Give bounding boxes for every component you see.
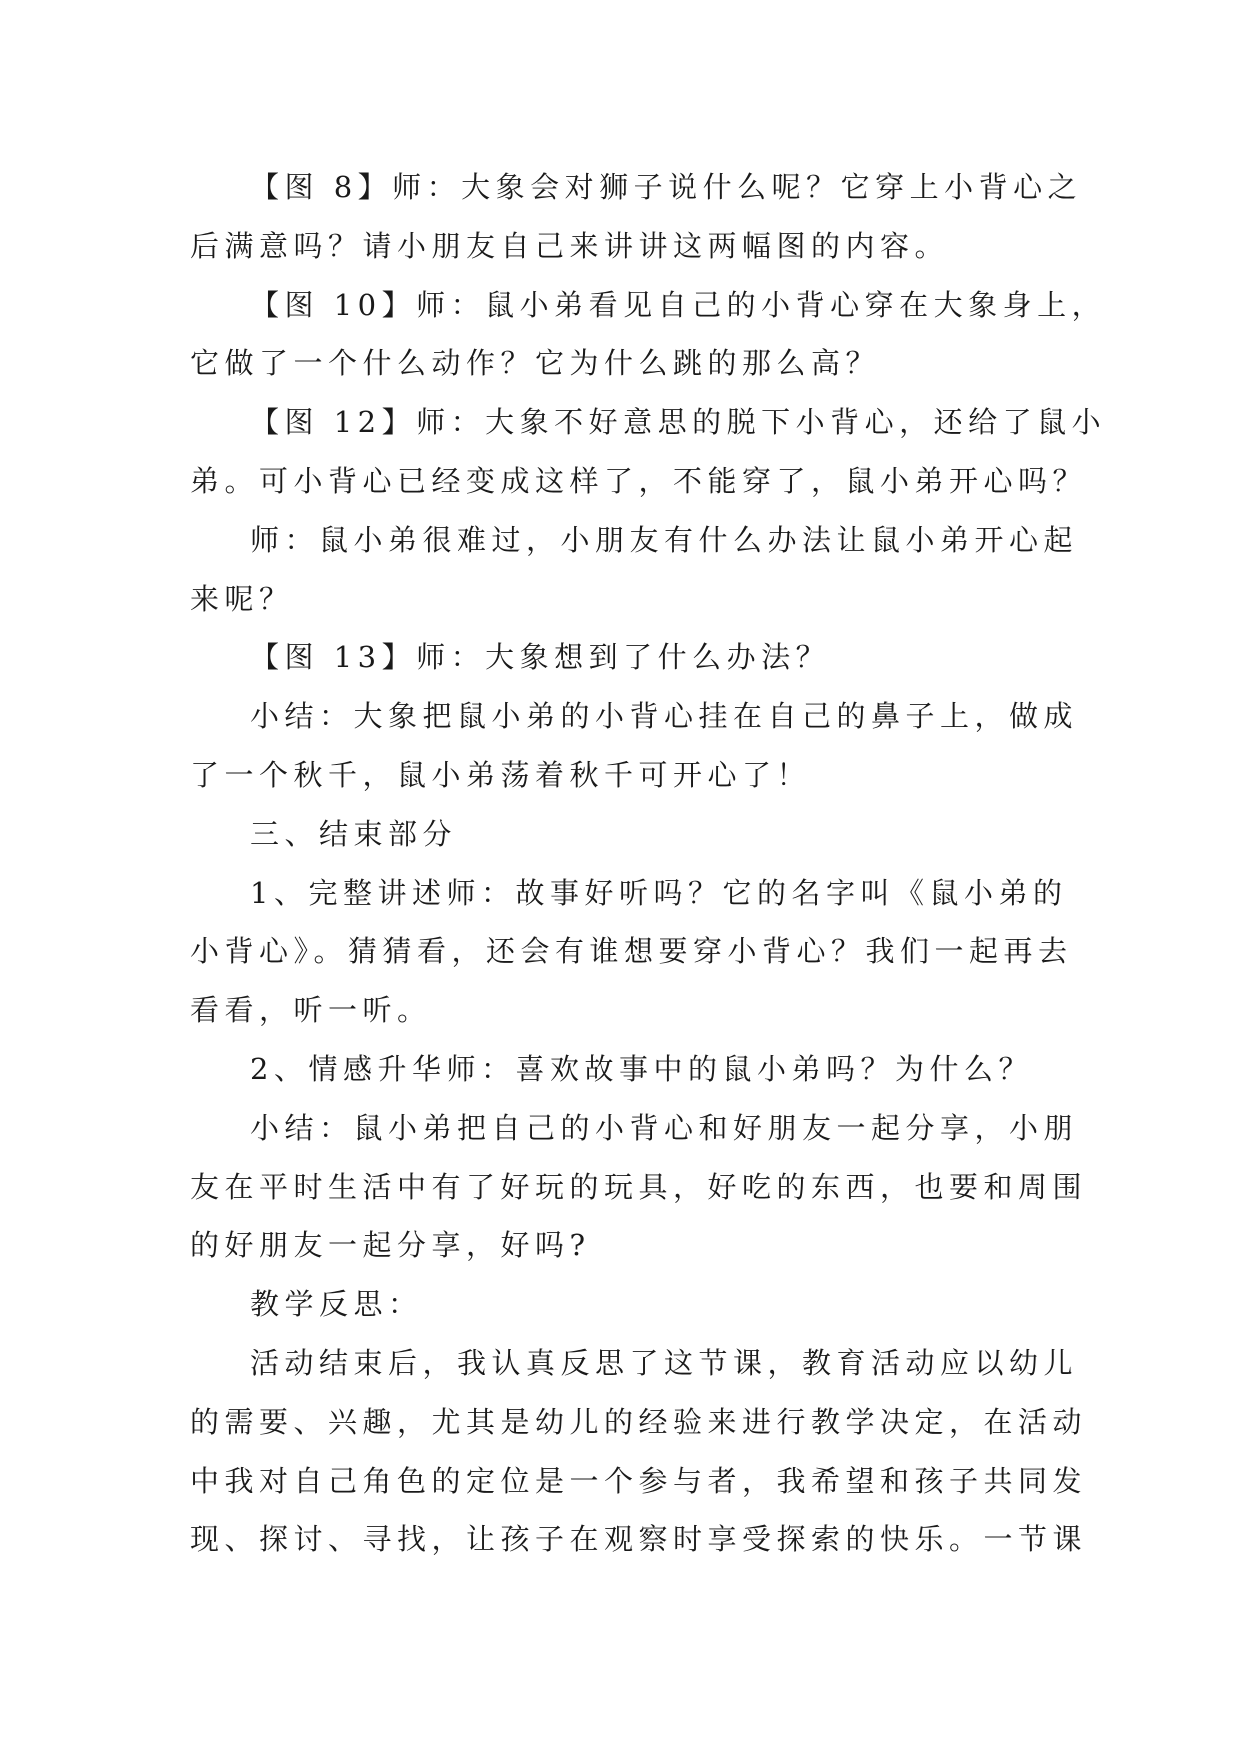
document-body — [190, 158, 1107, 1569]
text-line: 看看，听一听。 — [190, 993, 432, 1028]
text-line: 三、结束部分 — [250, 816, 458, 851]
text-line: 小结：大象把鼠小弟的小背心挂在自己的鼻子上，做成 — [250, 699, 1079, 734]
paragraph — [190, 628, 1060, 687]
text-line: 的需要、兴趣，尤其是幼儿的经验来进行教学决定，在活动 — [190, 1404, 1088, 1439]
paragraph — [190, 687, 1079, 805]
text-line: 它做了一个什么动作？它为什么跳的那么高？ — [190, 346, 881, 381]
text-line: 2、情感升华师：喜欢故事中的鼠小弟吗？为什么？ — [250, 1051, 1033, 1086]
text-line: 后满意吗？请小朋友自己来讲讲这两幅图的内容。 — [190, 228, 950, 263]
text-line: 【图 10】师：鼠小弟看见自己的小背心穿在大象身上， — [250, 287, 1107, 322]
text-line: 的好朋友一起分享，好吗? — [190, 1228, 591, 1263]
paragraph — [190, 1275, 1060, 1334]
text-line: 1、完整讲述师：故事好听吗？它的名字叫《鼠小弟的 — [250, 875, 1068, 910]
paragraph — [190, 393, 1107, 511]
paragraph — [190, 1099, 1088, 1275]
text-line: 友在平时生活中有了好玩的玩具，好吃的东西，也要和周围 — [190, 1169, 1088, 1204]
text-line: 弟。可小背心已经变成这样了，不能穿了，鼠小弟开心吗？ — [190, 463, 1088, 498]
text-line: 【图 13】师：大象想到了什么办法？ — [250, 640, 831, 675]
paragraph — [190, 805, 1060, 864]
text-line: 【图 8】师：大象会对狮子说什么呢？它穿上小背心之 — [250, 170, 1083, 204]
text-line: 活动结束后，我认真反思了这节课，教育活动应以幼儿 — [250, 1345, 1079, 1380]
paragraph — [190, 864, 1073, 1040]
text-line: 教学反思： — [250, 1287, 423, 1322]
text-line: 来呢？ — [190, 581, 294, 616]
paragraph — [190, 1334, 1088, 1569]
text-line: 现、探讨、寻找，让孩子在观察时享受探索的快乐。一节课 — [190, 1522, 1088, 1557]
text-line: 中我对自己角色的定位是一个参与者，我希望和孩子共同发 — [190, 1463, 1088, 1498]
text-line: 小背心》。猜猜看，还会有谁想要穿小背心？我们一起再去 — [190, 934, 1073, 969]
text-line: 【图 12】师：大象不好意思的脱下小背心，还给了鼠小 — [250, 405, 1107, 440]
paragraph — [190, 1040, 1060, 1099]
text-line: 了一个秋千，鼠小弟荡着秋千可开心了！ — [190, 757, 812, 792]
paragraph — [190, 511, 1079, 629]
paragraph — [190, 158, 1083, 276]
text-line: 师：鼠小弟很难过，小朋友有什么办法让鼠小弟开心起 — [250, 522, 1079, 557]
paragraph — [190, 276, 1107, 394]
text-line: 小结：鼠小弟把自己的小背心和好朋友一起分享，小朋 — [250, 1110, 1079, 1145]
